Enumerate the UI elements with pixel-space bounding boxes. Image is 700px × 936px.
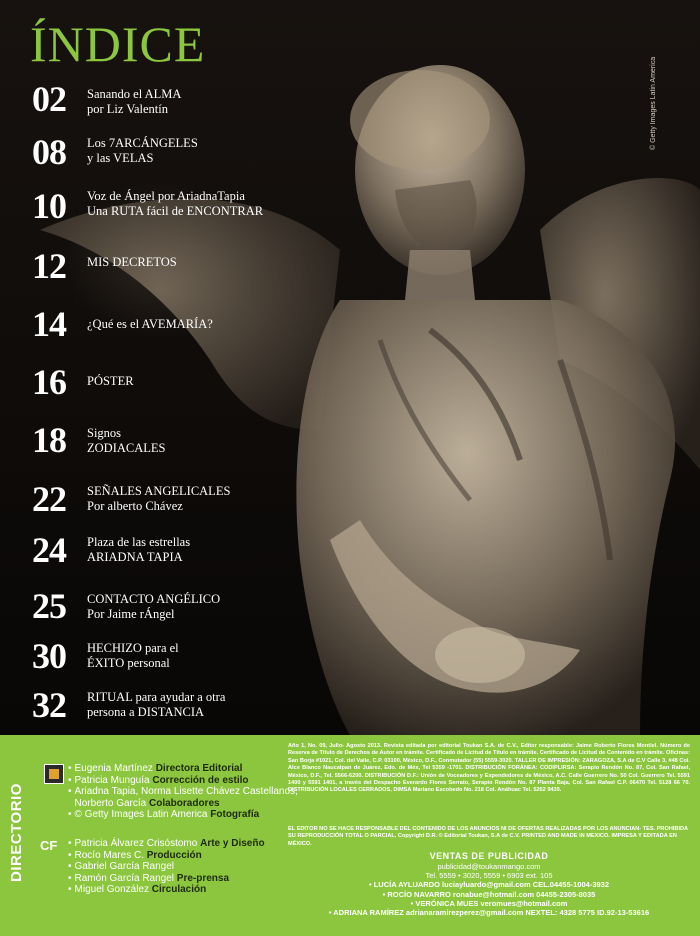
toc-subtitle: Por alberto Chávez: [87, 499, 183, 513]
toc-page-number: 02: [32, 79, 66, 119]
toc-page-number: 08: [32, 132, 66, 172]
toc-page-number: 25: [32, 586, 66, 626]
toc-subtitle: ARIADNA TAPIA: [87, 550, 183, 564]
staff-row: • Eugenia Martínez Directora Editorial: [68, 763, 243, 774]
staff-list-editorial: [68, 763, 298, 821]
sales-contact: • ROCÍO NAVARRO ronabue@hotmail.com 04455-2305-8035: [382, 889, 596, 899]
staff-row: • Rocío Mares C. Producción: [68, 849, 202, 861]
toc-subtitle: persona a DISTANCIA: [87, 705, 205, 719]
staff-row: • Ramón García Rangel Pre-prensa: [68, 872, 230, 884]
toc-title: CONTACTO ANGÉLICO: [87, 592, 221, 606]
toc-page-number: 14: [32, 304, 66, 344]
toc-subtitle: Por Jaime rÁngel: [87, 607, 175, 621]
toc-title: RITUAL para ayudar a otra: [87, 690, 226, 704]
cf-logo: CF: [40, 838, 58, 853]
toc-title: Signos: [87, 426, 122, 440]
sales-contact: • VERÓNICA MUES veromues@hotmail.com: [410, 898, 568, 908]
toc-subtitle: ZODIACALES: [87, 441, 166, 455]
toc-title: SEÑALES ANGELICALES: [87, 484, 231, 498]
toc-title: ¿Qué es el AVEMARÍA?: [87, 317, 213, 331]
toc-title: HECHIZO para el: [87, 641, 179, 655]
toc-title: MIS DECRETOS: [87, 255, 177, 269]
toc-page-number: 12: [32, 246, 66, 286]
toc-page-number: 24: [32, 530, 66, 570]
staff-row: Norberto García Colaboradores: [74, 797, 220, 809]
advertising-sales: [288, 851, 690, 917]
toc-title: Sanando el ALMA: [87, 87, 182, 101]
staff-row: • Patricia Álvarez Crisóstomo Arte y Diseño: [68, 838, 265, 849]
toc-subtitle: por Liz Valentín: [87, 102, 168, 116]
disclaimer: EL EDITOR NO SE HACE RESPONSABLE DEL CONTENIDO DE LOS ANUNCIOS NI DE OFERTAS REALIZADAS POR LOS ANUNCIAN- TES. PROHIBIDA SU REPRODUCCIÓN TOTAL O PARCIAL. Copyright D.R. © Editorial Toukan, S.A de C.V. PRINTED AND MADE IN MEXICO. IMPRESA Y EDITADA EN MÉXICO.: [288, 826, 688, 847]
toc-subtitle: ÉXITO personal: [87, 656, 170, 670]
legal-notice: Año 1, No. 09, Julio- Agosto 2013. Revista editada por editorial Toukan S.A. de C.V., Editor responsable: Jaime Roberto Flores Montiel. Número de Reserva de Título de Derechos de Autor en trámite. Certificado de Licitud de Título en trámite. Certificado de Licitud de Contenido en trámite. Oficinas: San Borja #1021, Col. del Valle, C.P. 03100, México, D.F., Conmutador (55) 5559-3020. TALLER DE IMPRESIÓN: ZARAGOZA, S.A de C.V Calle 3, #48 Col. Alce Blanco Naucalpan de Juárez, Edo. de Méx, Tel 5359 -1701. DISTRIBUCIÓN FORÁNEA: CODIPLIRSA: Serapio Rendón No. 87, Col. San Rafael, México, D.F., Tel. 5566-6200. DISTRIBUCIÓN D.F.: Unión de Voceadores y Expendedores de México, A.C. Calle Guerrero No. 50 Col. Guerrero Tel. 5591 1400 y 5591 1401, a través del Despacho Everardo Flores Serrato, Serapio Rendón No. 87 Planta Baja, Col. San Rafael C.P. 06470 Tel. 5128 66 70. DISTRIBUCIÓN LOCALES CERRADOS, DIMSA Mariano Escobedo No. 218 Col. Anáhuac Tel. 5262 9439.: [288, 743, 690, 794]
toc-page-number: 30: [32, 636, 66, 676]
sales-contact: • LUCÍA AYLUARDO luciayluardo@gmail.com CEL.04455-1004-3932: [368, 880, 610, 890]
sales-contact: • ADRIANA RAMÍREZ adrianaramirezperez@gmail.com NEXTEL: 4328 5775 ID.92-13-53616: [328, 908, 650, 918]
toc-page-number: 18: [32, 420, 66, 460]
staff-row: • Patricia Munguía Corrección de estilo: [68, 774, 249, 786]
toc-page-number: 10: [32, 186, 66, 226]
photo-credit: © Getty Images Latin America: [650, 56, 657, 150]
sales-title: VENTAS DE PUBLICIDAD: [429, 851, 549, 861]
staff-row: • Miguel González Circulación: [68, 884, 207, 895]
sales-email[interactable]: publicidad@toukanmango.com: [437, 862, 541, 871]
toukan-logo: [44, 764, 64, 784]
staff-row: • © Getty Images Latin America Fotografía: [68, 809, 260, 820]
toc-title: PÓSTER: [87, 374, 134, 388]
toc-subtitle: Una RUTA fácil de ENCONTRAR: [87, 204, 264, 218]
staff-list-production: [68, 838, 265, 896]
sales-phone: Tel. 5559 • 3020, 5559 • 6903 ext. 105: [425, 871, 553, 881]
staff-row: • Gabriel García Rangel: [68, 861, 175, 872]
toc-title: Los 7ARCÁNGELES: [87, 136, 198, 150]
toc-title: Plaza de las estrellas: [87, 535, 191, 549]
toc-subtitle: y las VELAS: [87, 151, 154, 165]
directory-title: DIRECTORIO: [8, 783, 25, 882]
page-title: ÍNDICE: [30, 16, 206, 72]
toc-page-number: 16: [32, 362, 66, 402]
toc-page-number: 32: [32, 685, 66, 725]
staff-row: • Ariadna Tapia, Norma Lisette Chávez Castellanos,: [68, 786, 298, 797]
toc-page-number: 22: [32, 479, 66, 519]
toc-title: Voz de Ángel por AriadnaTapia: [87, 189, 245, 203]
